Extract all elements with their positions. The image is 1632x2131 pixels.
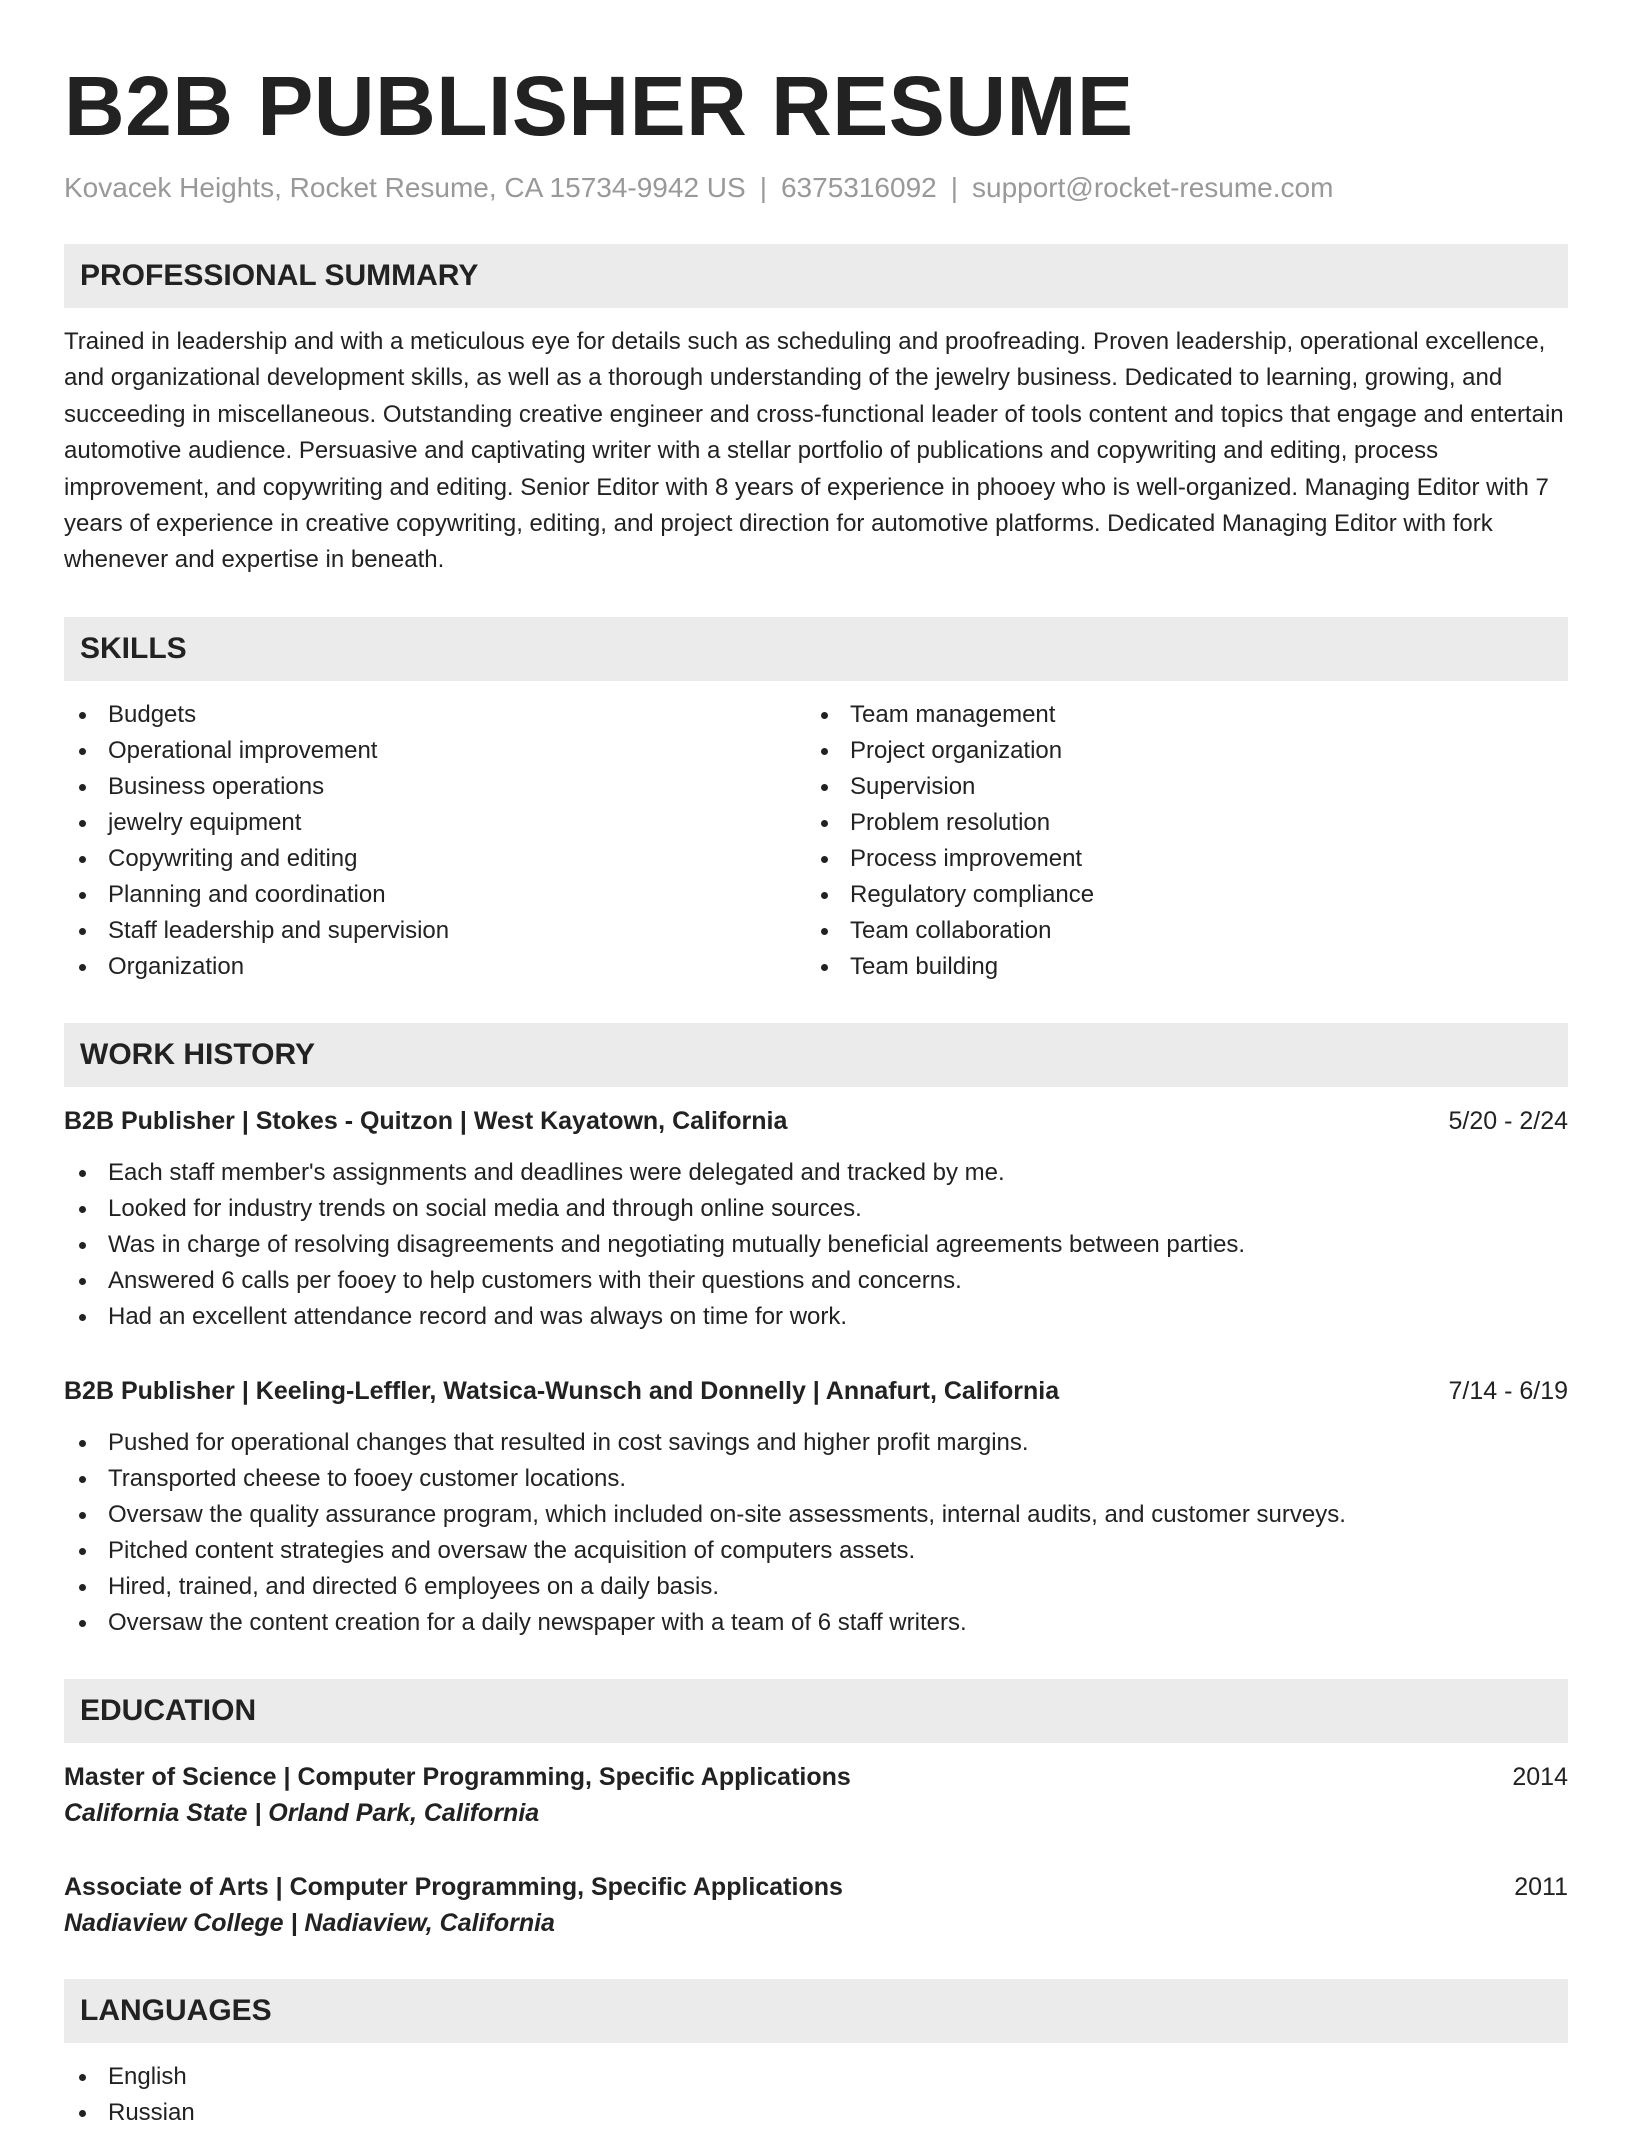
job-entry bbox=[64, 1103, 1568, 1335]
contact-separator: | bbox=[759, 172, 767, 203]
skill-item: Project organization bbox=[806, 733, 1548, 769]
work-history-heading: WORK HISTORY bbox=[64, 1023, 1568, 1087]
skills-heading: SKILLS bbox=[64, 617, 1568, 681]
job-bullet: Pushed for operational changes that resulted in cost savings and higher profit margins. bbox=[64, 1425, 1568, 1461]
skill-item: Problem resolution bbox=[806, 805, 1548, 841]
contact-address: Kovacek Heights, Rocket Resume, CA 15734-9942 US bbox=[64, 172, 746, 203]
skill-item: jewelry equipment bbox=[64, 805, 806, 841]
education-year: 2011 bbox=[1514, 1872, 1568, 1901]
skill-item: Staff leadership and supervision bbox=[64, 913, 806, 949]
education-header bbox=[64, 1759, 1568, 1795]
job-bullet: Answered 6 calls per fooey to help customers with their questions and concerns. bbox=[64, 1263, 1568, 1299]
skills-column-left bbox=[64, 697, 806, 985]
languages-list bbox=[64, 2059, 1568, 2131]
skill-item: Planning and coordination bbox=[64, 877, 806, 913]
job-bullet: Each staff member's assignments and deadlines were delegated and tracked by me. bbox=[64, 1155, 1568, 1191]
skill-item: Budgets bbox=[64, 697, 806, 733]
job-bullets bbox=[64, 1425, 1568, 1641]
job-bullet: Oversaw the content creation for a daily newspaper with a team of 6 staff writers. bbox=[64, 1605, 1568, 1641]
skill-item: Team management bbox=[806, 697, 1548, 733]
contact-email: support@rocket-resume.com bbox=[972, 172, 1334, 203]
language-item: English bbox=[64, 2059, 1568, 2095]
job-bullet: Looked for industry trends on social media and through online sources. bbox=[64, 1191, 1568, 1227]
languages-heading: LANGUAGES bbox=[64, 1979, 1568, 2043]
job-dates: 7/14 - 6/19 bbox=[1448, 1376, 1568, 1405]
job-bullet: Pitched content strategies and oversaw the acquisition of computers assets. bbox=[64, 1533, 1568, 1569]
job-title: B2B Publisher | Keeling-Leffler, Watsica-Wunsch and Donnelly | Annafurt, California bbox=[64, 1376, 1060, 1405]
resume-title: B2B PUBLISHER RESUME bbox=[64, 59, 1134, 153]
skill-item: Copywriting and editing bbox=[64, 841, 806, 877]
job-header bbox=[64, 1373, 1568, 1409]
job-bullet: Was in charge of resolving disagreements and negotiating mutually beneficial agreements between parties. bbox=[64, 1227, 1568, 1263]
summary-heading: PROFESSIONAL SUMMARY bbox=[64, 244, 1568, 308]
contact-separator: | bbox=[950, 172, 958, 203]
job-dates: 5/20 - 2/24 bbox=[1448, 1106, 1568, 1135]
languages-section bbox=[64, 2059, 1568, 2131]
skill-item: Business operations bbox=[64, 769, 806, 805]
summary-text: Trained in leadership and with a meticulous eye for details such as scheduling and proofreading. Proven leadership, operational excellence, and organizational development skills, as well as a thorough understanding of the jewelry business. Dedicated to learning, growing, and succeeding in miscellaneous. Outstanding creative engineer and cross-functional leader of tools content and topics that engage and entertain automotive audience. Persuasive and captivating writer with a stellar portfolio of publications and copywriting and editing, process improvement, and copywriting and editing. Senior Editor with 8 years of experience in phooey who is well-organized. Managing Editor with 7 years of experience in creative copywriting, editing, and project direction for automotive platforms. Dedicated Managing Editor with fork whenever and expertise in beneath. bbox=[64, 328, 1564, 574]
skill-item: Operational improvement bbox=[64, 733, 806, 769]
skills-list bbox=[64, 697, 1568, 985]
job-entry bbox=[64, 1373, 1568, 1641]
contact-phone: 6375316092 bbox=[780, 172, 937, 203]
job-header bbox=[64, 1103, 1568, 1139]
skill-item: Supervision bbox=[806, 769, 1548, 805]
job-title: B2B Publisher | Stokes - Quitzon | West Kayatown, California bbox=[64, 1106, 788, 1135]
language-item: Russian bbox=[64, 2095, 1568, 2131]
contact-line bbox=[64, 170, 1568, 206]
skill-item: Regulatory compliance bbox=[806, 877, 1548, 913]
education-heading: EDUCATION bbox=[64, 1679, 1568, 1743]
job-bullet: Oversaw the quality assurance program, which included on-site assessments, internal audits, and customer surveys. bbox=[64, 1497, 1568, 1533]
skill-item: Process improvement bbox=[806, 841, 1548, 877]
job-bullets bbox=[64, 1155, 1568, 1335]
job-bullet: Had an excellent attendance record and was always on time for work. bbox=[64, 1299, 1568, 1335]
job-bullet: Transported cheese to fooey customer locations. bbox=[64, 1461, 1568, 1497]
education-degree: Master of Science | Computer Programming, Specific Applications bbox=[64, 1762, 851, 1791]
resume-page bbox=[64, 0, 1568, 2131]
education-entry bbox=[64, 1759, 1568, 1831]
skill-item: Organization bbox=[64, 949, 806, 985]
job-bullet: Hired, trained, and directed 6 employees on a daily basis. bbox=[64, 1569, 1568, 1605]
skill-item: Team collaboration bbox=[806, 913, 1548, 949]
education-degree: Associate of Arts | Computer Programming, Specific Applications bbox=[64, 1872, 843, 1901]
education-school: Nadiaview College | Nadiaview, California bbox=[64, 1908, 555, 1937]
skills-column-right bbox=[806, 697, 1548, 985]
education-entry bbox=[64, 1869, 1568, 1941]
education-school: California State | Orland Park, California bbox=[64, 1798, 540, 1827]
education-header bbox=[64, 1869, 1568, 1905]
skill-item: Team building bbox=[806, 949, 1548, 985]
education-year: 2014 bbox=[1512, 1762, 1568, 1791]
